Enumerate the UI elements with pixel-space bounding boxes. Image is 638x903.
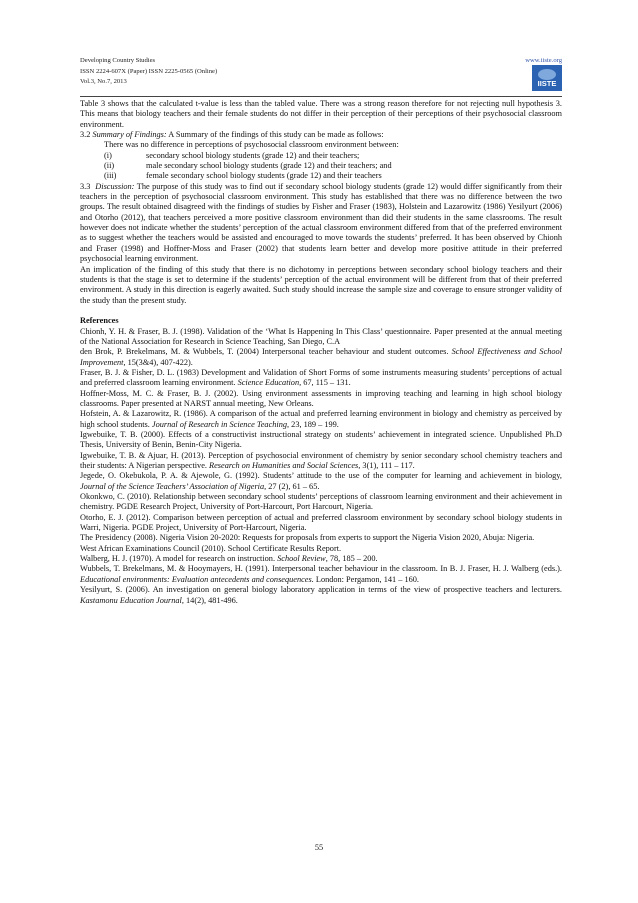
reference-entry: den Brok, P. Brekelmans, M. & Wubbels, T. (2004) Interpersonal teacher behaviour and student outcomes. School Effectiveness and School Improvement, 15(3&4), 407-422).	[80, 347, 563, 367]
reference-entry: Otorho, E. J. (2012). Comparison between perception of actual and preferred classroom environment by secondary school biology students in Warri, Nigeria. PGDE Project, University of Port-Harcourt, Nigeria.	[80, 512, 562, 533]
section-title: Discussion:	[95, 181, 135, 191]
reference-entry: West African Examinations Council (2010). School Certificate Results Report.	[80, 543, 342, 553]
reference-entry: Igwebuike, T. B. & Ajuar, H. (2013). Perception of psychosocial environment of chemistry by senior secondary school chemistry teachers and their students: A Nigerian perspective. Research on Humanities and Social Sciences, 3(1), 111 – 117.	[80, 450, 562, 471]
references-heading: References	[80, 316, 119, 326]
reference-entry: Hoffner-Moss, M. C. & Fraser, B. J. (2002). Using environment assessments in improving teaching and learning in high school biology classrooms. Paper presented at NARST annual meeting, New Orleans.	[80, 388, 562, 408]
list-item: (i) secondary school biology students (grade 12) and their teachers;	[104, 150, 360, 160]
list-item: (ii) male secondary school biology students (grade 12) and their teachers; and	[104, 161, 392, 171]
references-list	[80, 327, 562, 606]
iiste-logo: IISTE	[532, 65, 562, 91]
reference-entry: Chionh, Y. H. & Fraser, B. J. (1998). Validation of the ‘What Is Happening In This Class’ questionnaire. Paper presented at the annual meeting of the National Association for Research in Science Teaching, San Diego, C.A	[80, 326, 562, 346]
main-text	[80, 99, 562, 606]
section-3-2: 3.2 Summary of Findings: A Summary of the findings of this study can be made as follows:	[80, 130, 384, 140]
journal-name: Developing Country Studies	[80, 57, 156, 64]
reference-entry: Walberg, H. J. (1970). A model for research on instruction. School Review, 78, 185 – 200.	[80, 554, 378, 564]
header-divider	[80, 96, 562, 97]
page-number: 55	[314, 843, 324, 852]
reference-entry: Okonkwo, C. (2010). Relationship between secondary school students’ perceptions of classroom learning environment and their achievement in chemistry. PGDE Research Project, University of Port-Harcourt, Port Harcourt, Nigeria.	[80, 492, 562, 512]
list-lead: There was no difference in perceptions of psychosocial classroom environment between:	[104, 140, 399, 150]
reference-entry: The Presidency (2008). Nigeria Vision 20-2020: Requests for proposals from experts to support the Nigeria Vision 2020, Abuja: Nigeria.	[80, 533, 535, 543]
reference-entry: Fraser, B. J. & Fisher, D. L. (1983) Development and Validation of Short Forms of some instruments measuring students’ perceptions of actual and preferred classroom learning environment. Science Education, 67, 115 – 131.	[80, 367, 562, 388]
reference-entry: Igwebuike, T. B. (2000). Effects of a constructivist instructional strategy on students’ achievement in integrated science. Unpublished Ph.D Thesis, University of Benin, Benin-City Nigeria.	[80, 430, 562, 450]
list-item: (iii) female secondary school biology students (grade 12) and their teachers	[104, 171, 382, 181]
findings-list	[80, 140, 562, 181]
reference-entry: Jegede, O. Okebukola, P. A. & Ajewole, G. (1992). Students’ attitude to the use of the computer for learning and achievement in biology, Journal of the Science Teachers’ Association of Nigeria, 27 (2), 61 – 65.	[80, 471, 562, 491]
reference-entry: Hofstein, A. & Lazarowitz, R. (1986). A comparison of the actual and preferred learning environment in biology and chemistry as perceived by high school students. Journal of Research in Science Teaching, 23, 189 – 199.	[80, 409, 562, 429]
paragraph-implication: An implication of the finding of this study that there is no dichotomy in perceptions between secondary school biology teachers and their students is that the stage is set to determine if the students’ perception of the actual environment will be different from that of their preferred environment. A study in this direction is eagerly awaited. Such study should increase the sample size and coverage to ensure stronger validity of the study than the present study.	[80, 264, 562, 305]
journal-url-link[interactable]: www.iiste.org	[525, 57, 562, 64]
volume-line: Vol.3, No.7, 2013	[80, 78, 127, 85]
issn-line: ISSN 2224-607X (Paper) ISSN 2225-0565 (Online)	[80, 67, 218, 75]
section-3-3: 3.3 Discussion: The purpose of this study was to find out if secondary school biology students (grade 12) would differ significantly from their teachers in the perception of psychosocial classroom environment. This study has established that there was no difference between the two groups. The result obtained disagreed with the findings of studies by Fisher and Fraser (1983), Holstein and Lazarowitz (1986) Yesilyurt (2006) and Otorho (2012), that teachers perceived a more positive classroom environment than did their students in the same classrooms. The result however does not indicate whether the students’ perception of the actual classroom environment differed from that of the preferred environment as to suggest whether the teachers would be assisted and encouraged to move towards the students’ preferred. It has been observed by Chionh and Fraser (1998) and Hoffner-Moss and Fraser (2002) that students learn better and develop more positive attitude in their preferred psychosocial learning environment.	[80, 181, 562, 264]
reference-entry: Yesilyurt, S. (2006). An investigation on general biology laboratory application in terms of the view of prospective teachers and lecturers. Kastamonu Education Journal, 14(2), 481-496.	[80, 585, 562, 605]
page-header	[80, 56, 562, 96]
reference-entry: Wubbels, T. Brekelmans, M. & Hooymayers, H. (1991). Interpersonal teacher behaviour in the classroom. In B. J. Fraser, H. J. Walberg (eds.). Educational environments: Evaluation antecedents and consequences. London: Pergamon, 141 – 160.	[80, 564, 562, 584]
paragraph-table3: Table 3 shows that the calculated t-value is less than the tabled value. There was a strong reason therefore for not rejecting null hypothesis 3. This means that biology teachers and their female students do not differ in their perception of their perceptions of their psychosocial classroom environment.	[80, 99, 562, 129]
section-title: Summary of Findings:	[92, 130, 167, 140]
